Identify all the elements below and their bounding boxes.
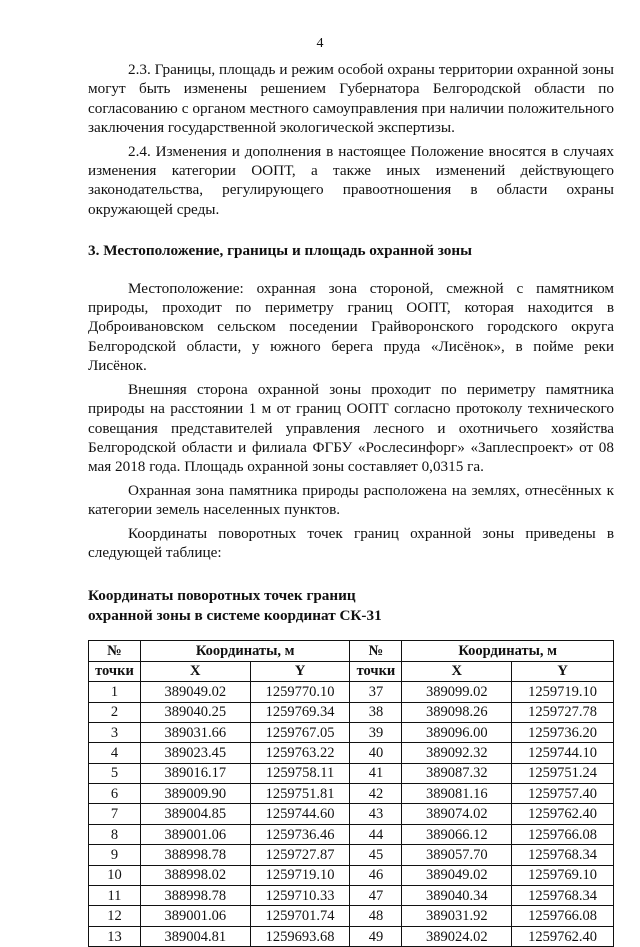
point-number-cell: 46 bbox=[350, 865, 402, 885]
y-cell: 1259757.40 bbox=[512, 784, 614, 804]
point-number-cell: 3 bbox=[89, 722, 141, 742]
point-number-cell: 44 bbox=[350, 824, 402, 844]
x-cell: 389081.16 bbox=[402, 784, 512, 804]
x-cell: 389040.25 bbox=[140, 702, 250, 722]
y-cell: 1259758.11 bbox=[250, 763, 350, 783]
y-cell: 1259770.10 bbox=[250, 682, 350, 702]
table-row bbox=[89, 804, 614, 824]
coordinates-table bbox=[88, 640, 614, 947]
point-number-cell: 37 bbox=[350, 682, 402, 702]
x-cell: 389066.12 bbox=[402, 824, 512, 844]
point-number-cell: 39 bbox=[350, 722, 402, 742]
point-number-cell: 45 bbox=[350, 845, 402, 865]
point-number-cell: 49 bbox=[350, 926, 402, 946]
header-coordinates: Координаты, м bbox=[140, 641, 350, 661]
x-cell: 389031.66 bbox=[140, 722, 250, 742]
y-cell: 1259769.10 bbox=[512, 865, 614, 885]
header-x: X bbox=[140, 661, 250, 681]
point-number-cell: 11 bbox=[89, 886, 141, 906]
x-cell: 389098.26 bbox=[402, 702, 512, 722]
header-point-number: № bbox=[350, 641, 402, 661]
y-cell: 1259736.20 bbox=[512, 722, 614, 742]
table-row bbox=[89, 845, 614, 865]
x-cell: 389023.45 bbox=[140, 743, 250, 763]
point-number-cell: 38 bbox=[350, 702, 402, 722]
x-cell: 389004.81 bbox=[140, 926, 250, 946]
y-cell: 1259693.68 bbox=[250, 926, 350, 946]
x-cell: 389096.00 bbox=[402, 722, 512, 742]
y-cell: 1259727.78 bbox=[512, 702, 614, 722]
x-cell: 389001.06 bbox=[140, 824, 250, 844]
y-cell: 1259727.87 bbox=[250, 845, 350, 865]
table-row bbox=[89, 702, 614, 722]
paragraph-land-category: Охранная зона памятника природы расположена на землях, отнесённых к категории земель населенных пунктов. bbox=[88, 481, 614, 519]
x-cell: 388998.78 bbox=[140, 845, 250, 865]
x-cell: 389057.70 bbox=[402, 845, 512, 865]
table-title bbox=[88, 586, 614, 626]
x-cell: 389009.90 bbox=[140, 784, 250, 804]
y-cell: 1259769.34 bbox=[250, 702, 350, 722]
x-cell: 389049.02 bbox=[402, 865, 512, 885]
paragraph-2-4: 2.4. Изменения и дополнения в настоящее Положение вносятся в случаях изменения категории ООПТ, а также иных изменений действующего законодательства, регулирующего правоотношения в области охраны окружающей среды. bbox=[88, 142, 614, 218]
y-cell: 1259768.34 bbox=[512, 886, 614, 906]
header-x: X bbox=[402, 661, 512, 681]
table-row bbox=[89, 682, 614, 702]
point-number-cell: 42 bbox=[350, 784, 402, 804]
x-cell: 389024.02 bbox=[402, 926, 512, 946]
y-cell: 1259701.74 bbox=[250, 906, 350, 926]
x-cell: 389016.17 bbox=[140, 763, 250, 783]
y-cell: 1259736.46 bbox=[250, 824, 350, 844]
table-row bbox=[89, 926, 614, 946]
table-body bbox=[89, 682, 614, 947]
x-cell: 388998.02 bbox=[140, 865, 250, 885]
y-cell: 1259744.60 bbox=[250, 804, 350, 824]
table-header-row bbox=[89, 641, 614, 661]
x-cell: 389040.34 bbox=[402, 886, 512, 906]
point-number-cell: 2 bbox=[89, 702, 141, 722]
table-title-line2: охранной зоны в системе координат СК-31 bbox=[88, 607, 382, 625]
table-row bbox=[89, 906, 614, 926]
table-subheader-row bbox=[89, 661, 614, 681]
document-body bbox=[88, 60, 614, 947]
header-point-number: № bbox=[89, 641, 141, 661]
x-cell: 389099.02 bbox=[402, 682, 512, 702]
table-row bbox=[89, 784, 614, 804]
header-point-label: точки bbox=[350, 661, 402, 681]
y-cell: 1259768.34 bbox=[512, 845, 614, 865]
x-cell: 389031.92 bbox=[402, 906, 512, 926]
paragraph-location: Местоположение: охранная зона стороной, смежной с памятником природы, проходит по периметру границ ООПТ, которая находится в Доброивановском сельском поседении Грайворонского городского округа Белгородской области, у южного берега пруда «Лисёнок», в пойме реки Лисёнок. bbox=[88, 279, 614, 375]
table-row bbox=[89, 722, 614, 742]
table-row bbox=[89, 865, 614, 885]
point-number-cell: 13 bbox=[89, 926, 141, 946]
y-cell: 1259762.40 bbox=[512, 804, 614, 824]
x-cell: 389087.32 bbox=[402, 763, 512, 783]
table-row bbox=[89, 743, 614, 763]
y-cell: 1259710.33 bbox=[250, 886, 350, 906]
paragraph-coordinates-intro: Координаты поворотных точек границ охранной зоны приведены в следующей таблице: bbox=[88, 524, 614, 561]
y-cell: 1259719.10 bbox=[512, 682, 614, 702]
table-row bbox=[89, 886, 614, 906]
point-number-cell: 41 bbox=[350, 763, 402, 783]
table-row bbox=[89, 763, 614, 783]
y-cell: 1259744.10 bbox=[512, 743, 614, 763]
point-number-cell: 10 bbox=[89, 865, 141, 885]
x-cell: 388998.78 bbox=[140, 886, 250, 906]
table-title-line1: Координаты поворотных точек границ bbox=[88, 587, 356, 605]
y-cell: 1259751.24 bbox=[512, 763, 614, 783]
table-row bbox=[89, 824, 614, 844]
y-cell: 1259766.08 bbox=[512, 824, 614, 844]
paragraph-2-3: 2.3. Границы, площадь и режим особой охраны территории охранной зоны могут быть изменены решением Губернатора Белгородской области по согласованию с органом местного самоуправления при наличии положительного заключения государственной экологической экспертизы. bbox=[88, 61, 614, 137]
y-cell: 1259766.08 bbox=[512, 906, 614, 926]
point-number-cell: 5 bbox=[89, 763, 141, 783]
section-heading: 3. Местоположение, границы и площадь охранной зоны bbox=[88, 242, 473, 260]
y-cell: 1259762.40 bbox=[512, 926, 614, 946]
header-point-label: точки bbox=[89, 661, 141, 681]
point-number-cell: 4 bbox=[89, 743, 141, 763]
point-number-cell: 9 bbox=[89, 845, 141, 865]
point-number-cell: 40 bbox=[350, 743, 402, 763]
x-cell: 389074.02 bbox=[402, 804, 512, 824]
point-number-cell: 8 bbox=[89, 824, 141, 844]
header-y: Y bbox=[250, 661, 350, 681]
point-number-cell: 48 bbox=[350, 906, 402, 926]
page-number: 4 bbox=[316, 36, 324, 51]
y-cell: 1259719.10 bbox=[250, 865, 350, 885]
y-cell: 1259763.22 bbox=[250, 743, 350, 763]
x-cell: 389092.32 bbox=[402, 743, 512, 763]
point-number-cell: 7 bbox=[89, 804, 141, 824]
x-cell: 389004.85 bbox=[140, 804, 250, 824]
x-cell: 389049.02 bbox=[140, 682, 250, 702]
point-number-cell: 1 bbox=[89, 682, 141, 702]
x-cell: 389001.06 bbox=[140, 906, 250, 926]
header-y: Y bbox=[512, 661, 614, 681]
point-number-cell: 12 bbox=[89, 906, 141, 926]
point-number-cell: 6 bbox=[89, 784, 141, 804]
point-number-cell: 47 bbox=[350, 886, 402, 906]
header-coordinates: Координаты, м bbox=[402, 641, 614, 661]
y-cell: 1259751.81 bbox=[250, 784, 350, 804]
point-number-cell: 43 bbox=[350, 804, 402, 824]
y-cell: 1259767.05 bbox=[250, 722, 350, 742]
paragraph-outer-boundary: Внешняя сторона охранной зоны проходит по периметру памятника природы на расстоянии 1 м от границ ООПТ согласно протоколу технического совещания представителей управления лесного и охотничьего хозяйства Белгородской области и филиала ФГБУ «Рослесинфорг» «Заплеспроект» от 08 мая 2018 года. Площадь охранной зоны составляет 0,0315 га. bbox=[88, 380, 614, 476]
